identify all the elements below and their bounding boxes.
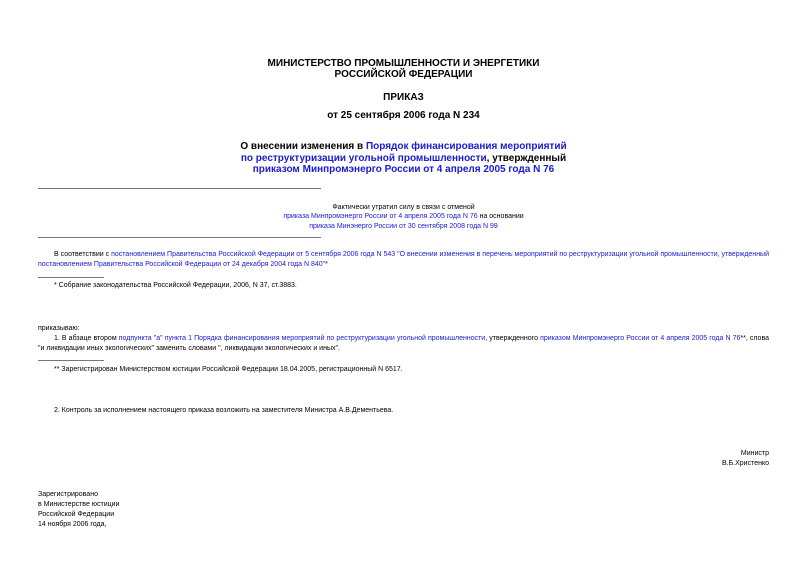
divider-status [38,237,321,238]
status-link-order-99[interactable]: приказа Минэнерго России от 30 сентября 2008 года N 99 [309,223,498,230]
signature-name: В.Б.Христенко [721,460,769,467]
registration-line2: в Министерстве юстиции [38,501,120,508]
document-title-line3 [0,164,807,175]
status-after-link: на основании [477,213,524,220]
document-title-line1 [0,141,807,152]
divider-top [38,188,321,189]
status-line2 [0,212,807,222]
registration-line3: Российской Федерации [38,511,115,518]
title-link-order-76[interactable]: приказом Минпромэнерго России от 4 апреля 2005 года N 76 [252,164,555,175]
registration-line1: Зарегистрировано [38,491,98,498]
document-title-line2 [0,153,807,164]
item1-link-subparagraph[interactable]: подпункта "а" пункта 1 Порядка финансирования мероприятий по реструктуризации угольной промышленности [118,335,486,342]
document-type: ПРИКАЗ [383,92,424,103]
item1-text-a: 1. В абзаце втором [54,335,119,342]
order-item-1 [38,334,769,354]
ministry-name-line2: РОССИЙСКОЙ ФЕДЕРАЦИИ [334,69,473,80]
preamble-link-resolution-543[interactable]: постановлением Правительства Российской Федерации от 5 сентября 2006 года N 543 "О внесении изменения в перечень мероприятий по реструктуризации угольной промышленности, утвержденный постановлением Правительства Российской Федерации от 24 декабря 2004 года N 840" [38,251,769,268]
order-item-2: 2. Контроль за исполнением настоящего приказа возложить на заместителя Министра А.В.Дементьева. [54,407,394,414]
footnote-divider-1 [38,277,104,278]
preamble-paragraph [38,250,769,270]
status-line3 [0,222,807,232]
item1-text-b: , утвержденного [485,335,541,342]
title-middle: , утвержденный [486,153,567,164]
item1-link-order-76[interactable]: приказом Минпромэнерго России от 4 апреля 2005 года N 76 [540,335,741,342]
footnote-divider-2 [38,360,104,361]
title-prefix: О внесении изменения в [240,141,366,152]
signature-position: Министр [740,450,769,457]
order-word: приказываю: [38,325,80,332]
title-link-restructuring[interactable]: по реструктуризации угольной промышленности [240,153,487,164]
document-date: от 25 сентября 2006 года N 234 [327,110,480,121]
footnote-2: ** Зарегистрирован Министерством юстиции Российской Федерации 18.04.2005, регистрационный N 6517. [54,366,403,373]
registration-line4: 14 ноября 2006 года, [38,521,107,528]
footnote-1: * Собрание законодательства Российской Федерации, 2006, N 37, ст.3883. [54,282,297,289]
status-line1: Фактически утратил силу в связи с отменой [332,204,475,211]
preamble-intro: В соответствии с [54,251,112,258]
status-link-order-76[interactable]: приказа Минпромэнерго России от 4 апреля 2005 года N 76 [283,213,478,220]
title-link-procedure[interactable]: Порядок финансирования мероприятий [365,141,567,152]
preamble-footnote-mark: * [325,261,328,268]
item1-text-c: **, слова "и ликвидации иных экологических" заменить словами ", ликвидации экологических и иных". [38,335,769,352]
ministry-name-line1: МИНИСТЕРСТВО ПРОМЫШЛЕННОСТИ И ЭНЕРГЕТИКИ [267,58,540,69]
